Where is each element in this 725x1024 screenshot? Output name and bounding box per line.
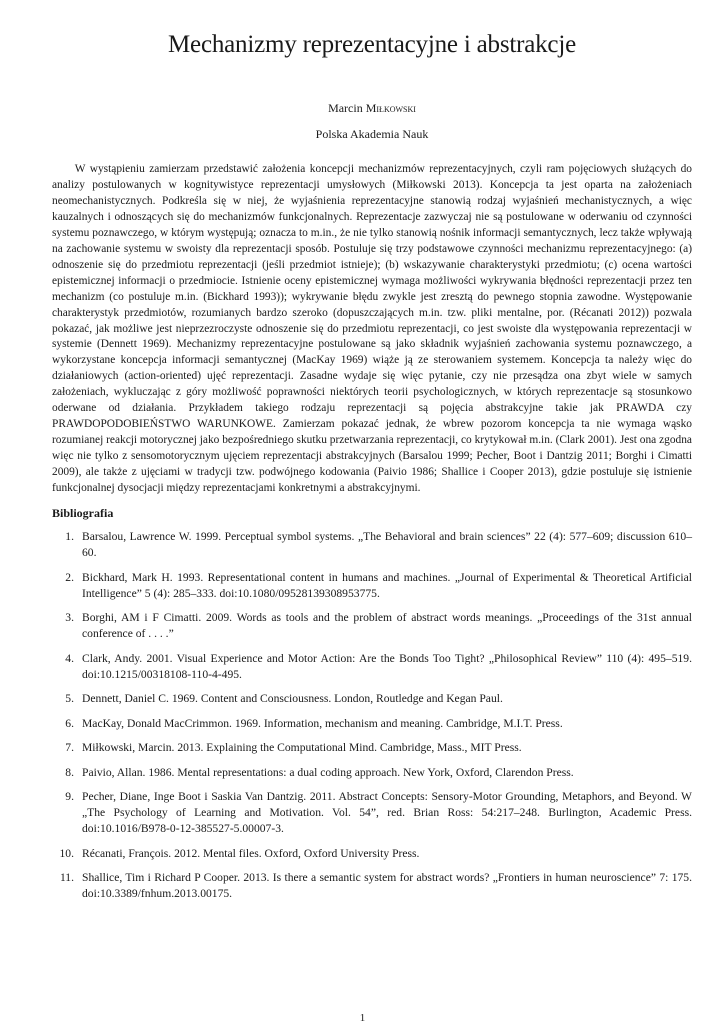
bibliography-entry-text: Paivio, Allan. 1986. Mental representations: a dual coding approach. New York, Oxford, Clarendon Press.	[82, 765, 574, 779]
bibliography-entry-number: 3.	[65, 611, 74, 625]
bibliography-entry-text: Clark, Andy. 2001. Visual Experience and Motor Action: Are the Bonds Too Tight? „Philosophical Review” 110 (4): 495–519. doi:10.1215/00318108-110-4-495.	[82, 651, 692, 681]
bibliography-entry-text: Shallice, Tim i Richard P Cooper. 2013. Is there a semantic system for abstract words? „Frontiers in human neuroscience” 7: 175. doi:10.3389/fnhum.2013.00175.	[82, 871, 692, 901]
author-first-name: Marcin	[328, 101, 363, 115]
bibliography-entry-text: Bickhard, Mark H. 1993. Representational content in humans and machines. „Journal of Experimental & Theoretical Artificial Intelligence” 5 (4): 285–333. doi:10.1080/09528139308953775.	[82, 570, 692, 600]
bibliography-entry	[52, 651, 692, 683]
bibliography-entry	[52, 870, 692, 902]
bibliography-entry-number: 5.	[65, 692, 74, 706]
bibliography-entry-number: 7.	[65, 741, 74, 755]
author-affiliation: Polska Akademia Nauk	[315, 127, 429, 141]
paper-title: Mechanizmy reprezentacyjne i abstrakcje	[168, 31, 576, 58]
bibliography-entry-number: 2.	[65, 570, 74, 584]
bibliography-heading: Bibliografia	[52, 506, 114, 521]
bibliography-entry-number: 10.	[59, 846, 74, 860]
bibliography-entry-text: MacKay, Donald MacCrimmon. 1969. Information, mechanism and meaning. Cambridge, M.I.T. Press.	[82, 716, 563, 730]
bibliography-entry-text: Dennett, Daniel C. 1969. Content and Consciousness. London, Routledge and Kegan Paul.	[82, 692, 503, 706]
bibliography-entry-number: 6.	[65, 716, 74, 730]
bibliography-entry	[52, 740, 692, 756]
bibliography-entry	[52, 610, 692, 642]
bibliography-entry	[52, 789, 692, 837]
author-line	[52, 100, 692, 116]
bibliography-entry-text: Pecher, Diane, Inge Boot i Saskia Van Dantzig. 2011. Abstract Concepts: Sensory-Motor Grounding, Metaphors, and Beyond. W „The Psychology of Learning and Motivation. Vol. 54”, red. Brian Ross: 54:217–248. Burlington, Academic Press. doi:10.1016/B978-0-12-385527-5.00007-3.	[82, 790, 692, 836]
bibliography-entry	[52, 691, 692, 707]
author-last-name: Miłkowski	[365, 101, 416, 115]
abstract-paragraph: W wystąpieniu zamierzam przedstawić założenia koncepcji mechanizmów reprezentacyjnych, czyli ram pojęciowych służących do analizy postulowanych w kognitywistyce reprezentacji umysłowych (Miłkowski 2013). Koncepcja ta jest oparta na założeniach neomechanistycznych. Podkreśla się w niej, że wyjaśnienia reprezentacyjne stanowią rodzaj wyjaśnień mechanistycznych, a więc kauzalnych i odnoszących się do mechanizmów funkcjonalnych. Reprezentacje zazwyczaj nie są postulowane w oderwaniu od czynności systemu poznawczego, w którym występują; oznacza to m.in., że nie tylko stanowią nośnik informacji semantycznych, lecz także wpływają na zachowanie systemu w swoisty dla reprezentacji sposób. Postuluje się trzy podstawowe czynności mechanizmu reprezentacyjnego: (a) odnoszenie się do przedmiotu reprezentacji (jeśli przedmiot istnieje); (b) wskazywanie charakterystyki przedmiotu; (c) ocena wartości epistemicznej informacji o przedmiocie. Istnienie oceny epistemicznej wymaga możliwości wykrywania błędności reprezentacji przez ten mechanizm (co postuluje m.in. (Bickhard 1993)); wykrywanie błędu zwykle jest zresztą do pewnego stopnia zawodne. Występowanie charakterystyk przedmiotów, rozumianych bardzo szeroko (dopuszczających m.in. tzw. pliki mentalne, por. (Récanati 2012)) pozwala pokazać, jak możliwe jest nieprzezroczyste odnoszenie się do przedmiotu reprezentacji, co jest swoiste dla występowania reprezentacji w systemie (Dennett 1969). Mechanizmy reprezentacyjne postulowane są jako składnik wyjaśnień zachowania systemu poznawczego, a wykorzystane koncepcja informacji semantycznej (MacKay 1969) wiąże ją ze sterowaniem systemem. Koncepcja ta należy więc do działaniowych (action-oriented) ujęć reprezentacji. Zasadne wydaje się więc pytanie, czy nie przesądza ona zbyt wiele w samych założeniach, wykluczając z góry możliwość poprawności niektórych teorii psychologicznych, w których reprezentacje są stosunkowo oderwane od działania. Przykładem takiego rodzaju reprezentacji są pojęcia abstrakcyjne takie jak PRAWDA czy PRAWDOPODOBIEŃSTWO WARUNKOWE. Zamierzam pokazać jednak, że wbrew pozorom koncepcja ta nie wymaga wąsko rozumianej reakcji motorycznej jako bezpośredniego skutku przetwarzania reprezentacji, co krytykował m.in. (Clark 2001). Jest ona zgodna więc nie tylko z sensomotorycznym ujęciem reprezentacji abstrakcyjnych (Barsalou 1999; Pecher, Boot i Dantzig 2011; Borghi i Cimatti 2009), ale także z ujęciami w tradycji tzw. podwójnego kodowania (Paivio 1986; Shallice i Cooper 2013), gdzie postuluje się istnienie funkcjonalnej dysocjacji między reprezentacjami konkretnymi a abstrakcyjnymi.	[52, 163, 692, 495]
bibliography-entry-number: 1.	[65, 530, 74, 544]
bibliography-entry-text: Borghi, AM i F Cimatti. 2009. Words as tools and the problem of abstract words meanings. „Proceedings of the 31st annual conference of . . . .”	[82, 611, 692, 641]
bibliography-entry-text: Miłkowski, Marcin. 2013. Explaining the Computational Mind. Cambridge, Mass., MIT Press.	[82, 741, 522, 755]
bibliography-entry-text: Récanati, François. 2012. Mental files. Oxford, Oxford University Press.	[82, 846, 420, 860]
document-page	[52, 28, 692, 911]
bibliography-entry-number: 8.	[65, 765, 74, 779]
bibliography-entry-number: 9.	[65, 790, 74, 804]
page-number: 1	[359, 1012, 366, 1024]
bibliography-entry	[52, 570, 692, 602]
bibliography-entry-text: Barsalou, Lawrence W. 1999. Perceptual symbol systems. „The Behavioral and brain sciences” 22 (4): 577–609; discussion 610–60.	[82, 530, 692, 560]
bibliography-entry	[52, 846, 692, 862]
bibliography-entry	[52, 716, 692, 732]
bibliography-entry-number: 4.	[65, 651, 74, 665]
bibliography-entry	[52, 765, 692, 781]
bibliography-list	[52, 529, 692, 902]
bibliography-entry	[52, 529, 692, 561]
bibliography-entry-number: 11.	[59, 871, 74, 885]
